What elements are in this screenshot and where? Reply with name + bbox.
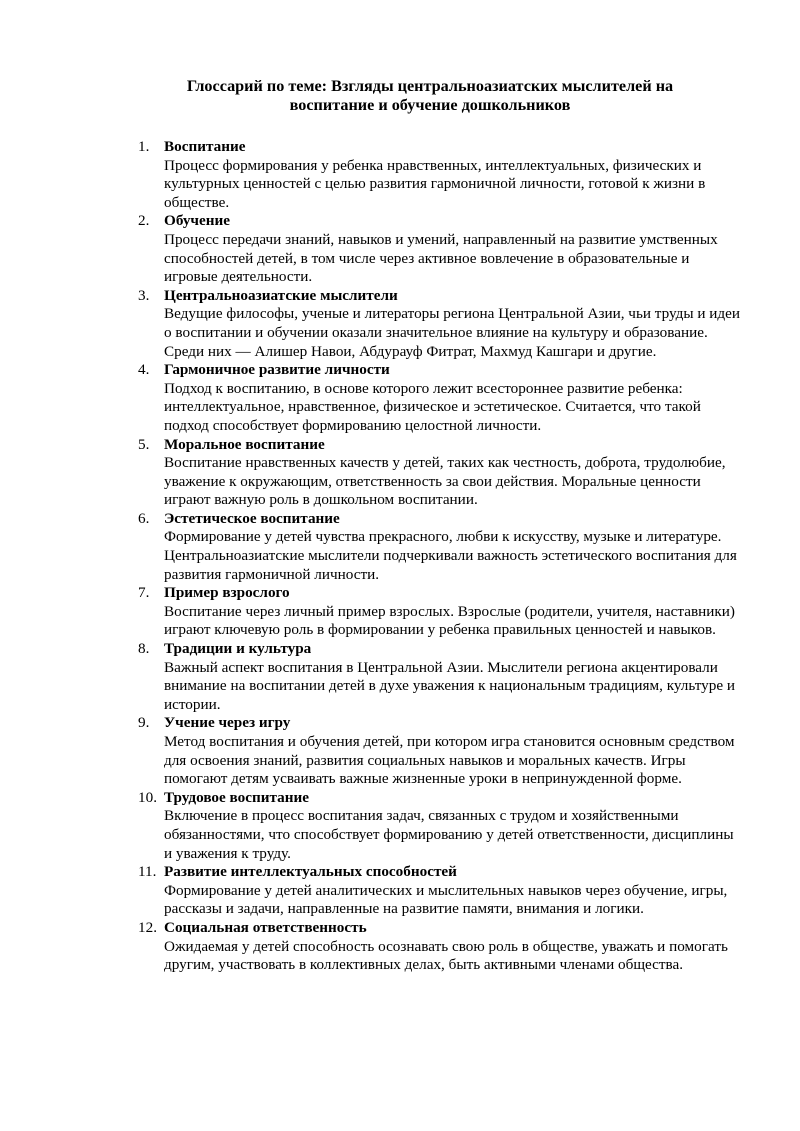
entry-definition: Формирование у детей аналитических и мыслительных навыков через обучение, игры, рассказы и задачи, направленные на развитие памяти, внимания и логики. bbox=[164, 881, 728, 918]
entry-term: Социальная ответственность bbox=[164, 918, 367, 936]
glossary-entry bbox=[0, 212, 744, 286]
entry-term: Учение через игру bbox=[164, 714, 291, 732]
entry-number: 7. bbox=[138, 584, 150, 602]
entry-term: Моральное воспитание bbox=[164, 435, 325, 453]
entry-definition: Ожидаемая у детей способность осознавать свою роль в обществе, уважать и помогать другим, участвовать в коллективных делах, быть активными членами общества. bbox=[164, 937, 728, 974]
entry-term: Обучение bbox=[164, 212, 230, 230]
glossary-entry bbox=[0, 919, 744, 975]
document-title bbox=[100, 77, 760, 116]
entry-number: 11. bbox=[138, 863, 157, 881]
entry-definition: Воспитание через личный пример взрослых. Взрослые (родители, учителя, наставники) играют ключевую роль в формировании у ребенка правильных ценностей и навыков. bbox=[164, 602, 735, 639]
entry-definition: Важный аспект воспитания в Центральной Азии. Мыслители региона акцентировали внимание на воспитании детей в духе уважения к национальным традициям, культуре и истории. bbox=[164, 658, 736, 713]
entry-definition: Процесс передачи знаний, навыков и умений, направленный на развитие умственных способностей детей, в том числе через активное вовлечение в образовательные и игровые деятельности. bbox=[164, 230, 718, 286]
entry-number: 5. bbox=[138, 435, 150, 453]
glossary-entry bbox=[0, 510, 744, 584]
glossary-entry bbox=[0, 714, 744, 788]
entry-number: 8. bbox=[138, 640, 150, 658]
entry-definition: Метод воспитания и обучения детей, при котором игра становится основным средством для освоения знаний, развития социальных навыков и моральных качеств. Игры помогают детям усваивать важные жизненные уроки в непринужденной форме. bbox=[164, 733, 735, 788]
glossary-entry bbox=[0, 789, 744, 863]
glossary-list bbox=[0, 138, 800, 975]
entry-number: 4. bbox=[138, 361, 150, 379]
entry-number: 9. bbox=[138, 714, 150, 732]
entry-term: Воспитание bbox=[164, 138, 246, 155]
glossary-entry bbox=[0, 863, 744, 919]
entry-number: 1. bbox=[138, 138, 150, 155]
entry-term: Центральноазиатские мыслители bbox=[164, 286, 398, 304]
glossary-entry bbox=[0, 287, 744, 361]
entry-term: Трудовое воспитание bbox=[164, 788, 309, 806]
title-line-2: воспитание и обучение дошкольников bbox=[289, 96, 571, 115]
entry-term: Эстетическое воспитание bbox=[164, 509, 340, 527]
entry-definition: Включение в процесс воспитания задач, связанных с трудом и хозяйственными обязанностями, что способствует формированию у детей ответственности, дисциплины и уважения к труду. bbox=[164, 807, 734, 862]
entry-term: Пример взрослого bbox=[164, 584, 290, 602]
entry-definition: Подход к воспитанию, в основе которого лежит всестороннее развитие ребенка: интеллектуальное, нравственное, физическое и эстетическое. Считается, что такой подход способствует формированию целостной личности. bbox=[164, 379, 701, 434]
entry-number: 3. bbox=[138, 286, 150, 304]
entry-definition: Ведущие философы, ученые и литераторы региона Центральной Азии, чьи труды и идеи о воспитании и обучении оказали значительное влияние на культуру и образование. Среди них — Алишер Навои, Абдурауф Фитрат, Махмуд Кашгари и другие. bbox=[164, 305, 741, 360]
glossary-entry bbox=[0, 361, 744, 435]
entry-number: 10. bbox=[138, 788, 157, 806]
glossary-entry bbox=[0, 640, 744, 714]
glossary-entry bbox=[0, 584, 744, 640]
entry-definition: Формирование у детей чувства прекрасного, любви к искусству, музыке и литературе. Центральноазиатские мыслители подчеркивали важность эстетического воспитания для развития гармоничной личности. bbox=[164, 528, 737, 583]
entry-term: Традиции и культура bbox=[164, 640, 312, 658]
glossary-entry bbox=[0, 138, 744, 212]
entry-definition: Процесс формирования у ребенка нравственных, интеллектуальных, физических и культурных ценностей с целью развития гармоничной личности, готовой к жизни в обществе. bbox=[164, 156, 706, 211]
title-line-1: Глоссарий по теме: Взгляды центральноазиатских мыслителей на bbox=[186, 77, 674, 95]
entry-number: 2. bbox=[138, 212, 150, 230]
entry-term: Гармоничное развитие личности bbox=[164, 361, 390, 379]
glossary-entry bbox=[0, 436, 744, 510]
entry-definition: Воспитание нравственных качеств у детей, таких как честность, доброта, трудолюбие, уважение к окружающим, ответственность за свои действия. Моральные ценности играют важную роль в дошкольном воспитании. bbox=[164, 454, 726, 509]
entry-term: Развитие интеллектуальных способностей bbox=[164, 863, 457, 881]
entry-number: 12. bbox=[138, 918, 157, 936]
entry-number: 6. bbox=[138, 509, 150, 527]
